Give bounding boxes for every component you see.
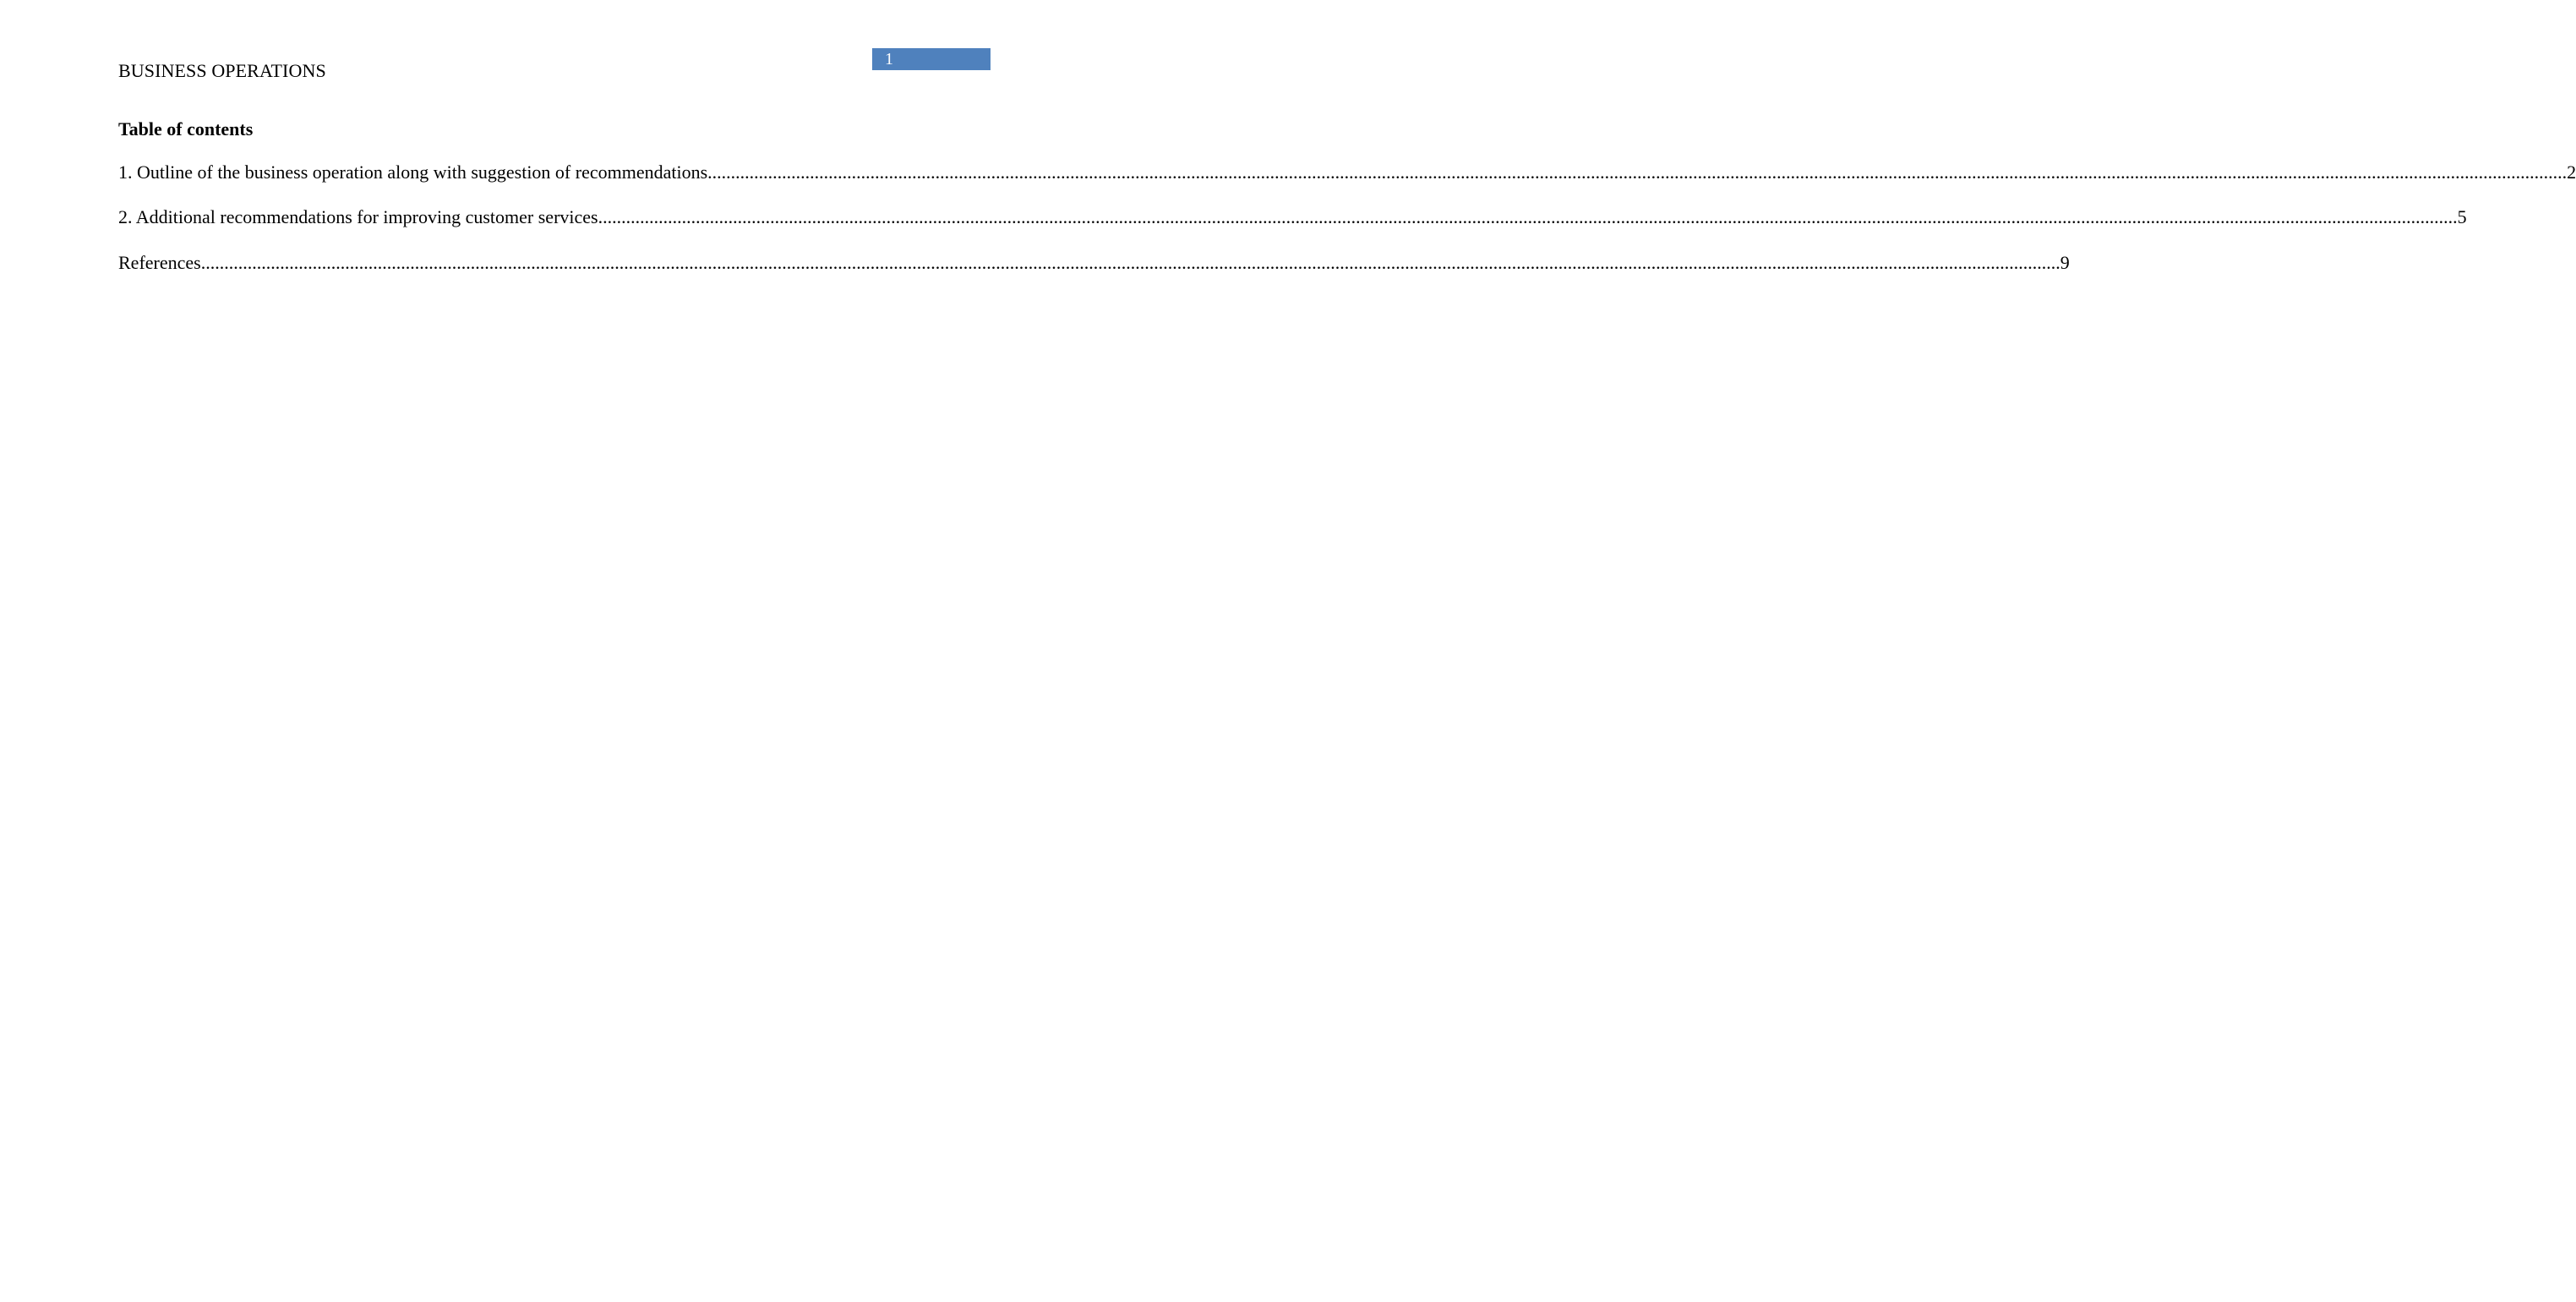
toc-dot-leader: ................................................................................................................................................................................................................................................................................................................................................................................................................ [598,206,2458,227]
toc-entry-page: 5 [2457,206,2467,227]
toc-dot-leader: ................................................................................................................................................................................................................................................................................................................................................................................................................ [200,252,2060,273]
page-number: 1 [885,50,893,68]
toc-entry-text: References [118,252,201,273]
toc-title: Table of contents [118,118,254,140]
toc-entry-page: 2 [2567,161,2576,183]
toc-entry-text: 1. Outline of the business operation along with suggestion of recommendations [118,161,708,183]
toc-entry-additional-recommendations[interactable] [118,205,2467,229]
toc-entry-page: 9 [2060,252,2070,273]
toc-entry-references[interactable] [118,251,2070,275]
toc-entry-outline[interactable] [118,161,2576,184]
running-head: BUSINESS OPERATIONS [118,60,326,81]
toc-entry-text: 2. Additional recommendations for improving customer services [118,206,598,227]
page-number-box [872,48,991,70]
toc-dot-leader: ................................................................................................................................................................................................................................................................................................................................................................................................................ [707,161,2568,183]
